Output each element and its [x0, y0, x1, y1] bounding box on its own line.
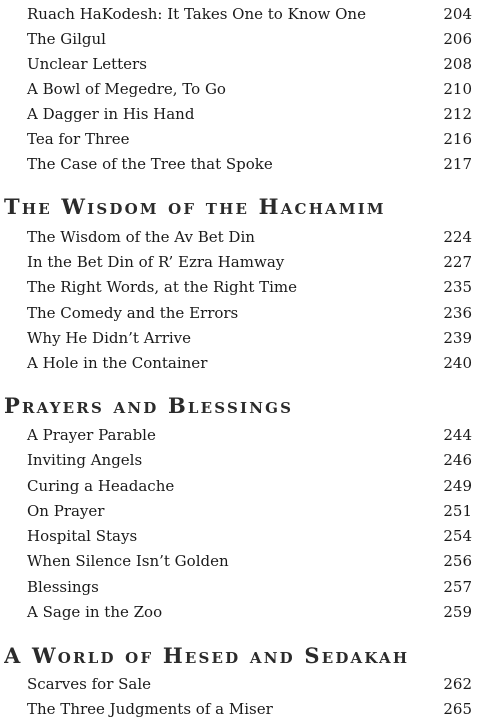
toc-entry-title: A Bowl of Megedre, To Go: [27, 80, 226, 98]
section-heading: Prayers and Blessings: [4, 393, 294, 418]
toc-entry-title: Ruach HaKodesh: It Takes One to Know One: [27, 5, 366, 23]
toc-entry: [27, 301, 472, 326]
toc-entry-title: The Wisdom of the Av Bet Din: [27, 228, 255, 246]
toc-entry-page: 262: [443, 675, 472, 693]
toc-entry-page: 216: [443, 130, 472, 148]
toc-entry-page: 259: [443, 603, 472, 621]
toc-entry: [27, 225, 472, 250]
toc-entry-title: Inviting Angels: [27, 451, 143, 469]
toc-entry: [27, 448, 472, 473]
toc-entry-title: Curing a Headache: [27, 477, 175, 495]
toc-entry-title: The Three Judgments of a Miser: [27, 700, 273, 718]
toc-entry: [27, 275, 472, 300]
toc-entry-title: Blessings: [27, 578, 99, 596]
toc-entry: [27, 600, 472, 625]
toc-entry-page: 236: [443, 304, 472, 322]
toc-entry-title: Scarves for Sale: [27, 675, 152, 693]
toc-entry-title: A Prayer Parable: [27, 426, 156, 444]
toc-entry-title: The Comedy and the Errors: [27, 304, 239, 322]
toc-entry-page: 210: [443, 80, 472, 98]
toc-entry-title: A Sage in the Zoo: [27, 603, 163, 621]
toc-entry-page: 254: [443, 527, 472, 545]
toc-entry-title: The Case of the Tree that Spoke: [27, 155, 273, 173]
toc-entry-page: 244: [443, 426, 472, 444]
toc-entry: [27, 697, 472, 722]
toc-entry-page: 251: [443, 502, 472, 520]
toc-entry: [27, 351, 472, 376]
toc-entry-title: A Hole in the Container: [27, 354, 208, 372]
section-heading: The Wisdom of the Hachamim: [4, 194, 386, 219]
toc-entry-page: 265: [443, 700, 472, 718]
toc-entry-title: Why He Didn’t Arrive: [27, 329, 192, 347]
toc-entry: [27, 326, 472, 351]
toc-entry-title: Tea for Three: [27, 130, 130, 148]
toc-entry: [27, 152, 472, 177]
toc-entry-title: When Silence Isn’t Golden: [27, 552, 229, 570]
toc-entry: [27, 77, 472, 102]
toc-entry-title: In the Bet Din of R’ Ezra Hamway: [27, 253, 285, 271]
toc-entry: [27, 474, 472, 499]
toc-entry: [27, 549, 472, 574]
toc-entry: [27, 575, 472, 600]
toc-entry-title: On Prayer: [27, 502, 105, 520]
toc-entry-page: 217: [443, 155, 472, 173]
toc-entry-page: 204: [443, 5, 472, 23]
toc-entry-page: 227: [443, 253, 472, 271]
toc-entry-page: 239: [443, 329, 472, 347]
toc-entry-page: 235: [443, 278, 472, 296]
toc-entry-page: 206: [443, 30, 472, 48]
toc-entry: [27, 102, 472, 127]
toc-entry-page: 224: [443, 228, 472, 246]
toc-entry: [27, 127, 472, 152]
toc-entry-page: 256: [443, 552, 472, 570]
toc-entry-page: 246: [443, 451, 472, 469]
toc-entry: [27, 524, 472, 549]
toc-entry: [27, 423, 472, 448]
toc-entry-page: 257: [443, 578, 472, 596]
toc-entry-title: Unclear Letters: [27, 55, 147, 73]
toc-entry-page: 240: [443, 354, 472, 372]
toc-entry: [27, 52, 472, 77]
toc-entry: [27, 250, 472, 275]
section-heading: A World of Hesed and Sedakah: [4, 643, 410, 668]
toc-entry-page: 208: [443, 55, 472, 73]
toc-entry: [27, 499, 472, 524]
toc-entry: [27, 27, 472, 52]
toc-entry-title: The Gilgul: [27, 30, 106, 48]
toc-entry-title: The Right Words, at the Right Time: [27, 278, 298, 296]
toc-entry: [27, 672, 472, 697]
toc-entry: [27, 2, 472, 27]
toc-entry-page: 212: [443, 105, 472, 123]
toc-entry-title: A Dagger in His Hand: [27, 105, 195, 123]
toc-entry-page: 249: [443, 477, 472, 495]
toc-entry-title: Hospital Stays: [27, 527, 138, 545]
